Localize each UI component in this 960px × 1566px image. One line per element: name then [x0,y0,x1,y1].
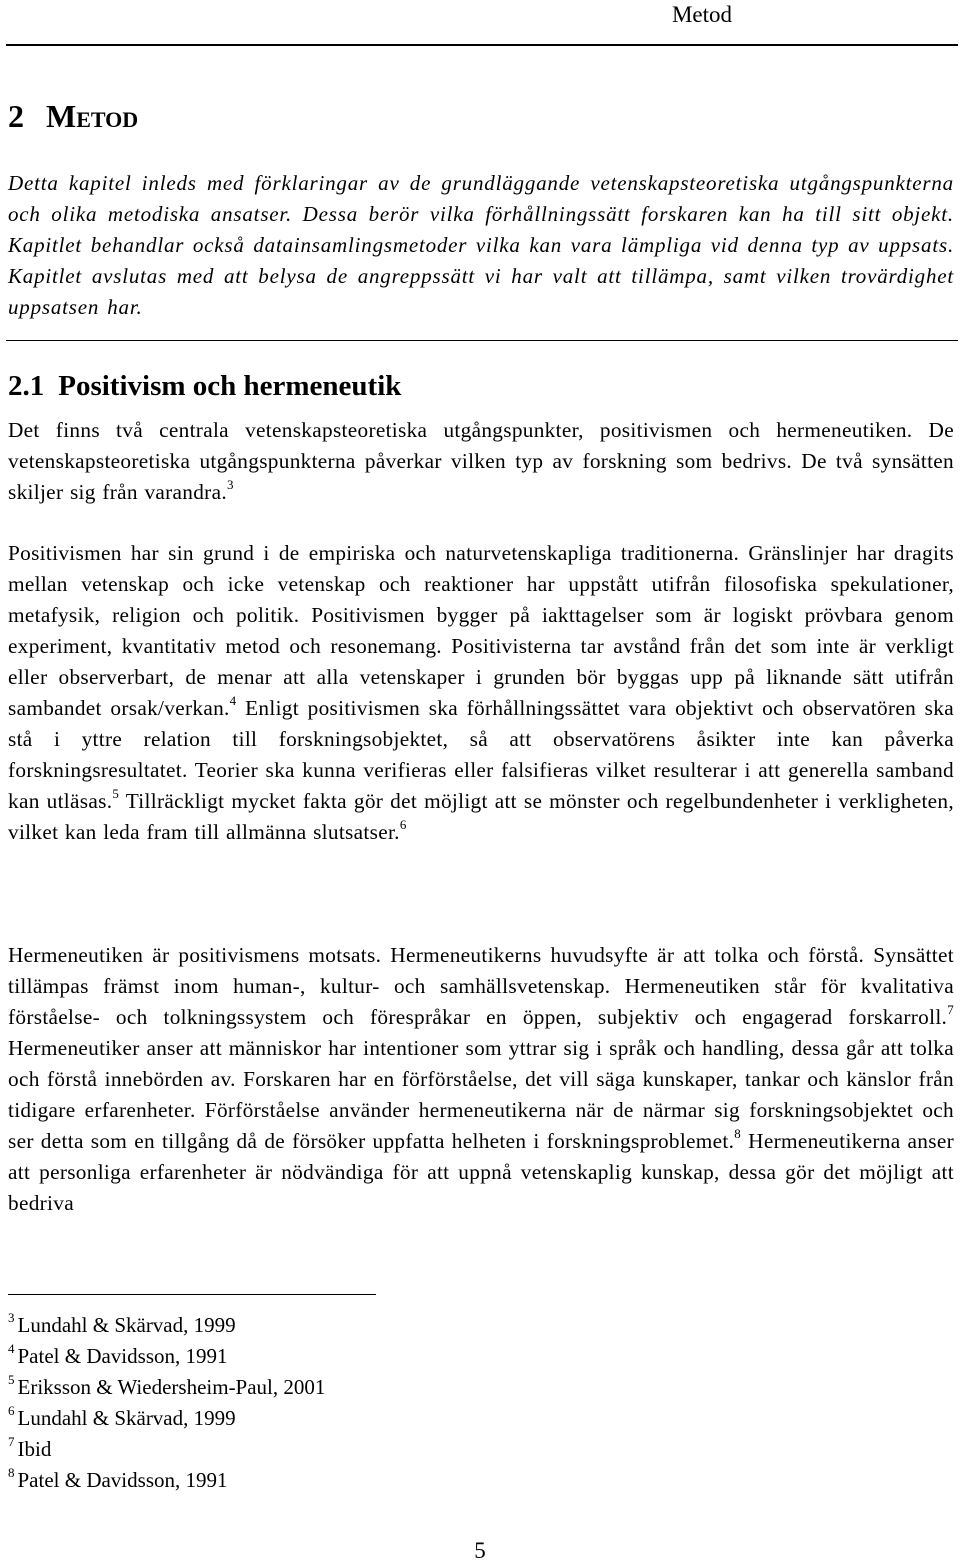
paragraph-1 [8,415,954,508]
section-title-text: Positivism och hermeneutik [58,370,402,402]
header-divider [6,44,958,46]
footnote-number: 3 [8,1310,15,1325]
footnote-item [8,1341,325,1372]
chapter-number: 2 [8,98,24,134]
footnote-text: Eriksson & Wiedersheim-Paul, 2001 [17,1375,326,1399]
paragraph-text: Tillräckligt mycket fakta gör det möjligt att se mönster och regelbundenheter i verkligheten, vilket kan leda fram till allmänna slutsatser. [8,789,954,844]
footnote-item [8,1403,325,1434]
footnote-item [8,1434,325,1465]
paragraph-2 [8,538,954,848]
footnote-ref: 3 [226,476,234,492]
paragraph-text: Det finns två centrala vetenskapsteoretiska utgångspunkter, positivismen och hermeneutiken. De vetenskapsteoretiska utgångspunkterna påverkar vilken typ av forskning som bedrivs. De två synsätten skiljer sig från varandra. [8,418,954,504]
footnote-ref: 5 [112,785,120,801]
footnote-divider [8,1294,376,1295]
footnote-list [8,1310,325,1496]
footnote-ref: 6 [399,816,407,832]
footnote-text: Ibid [17,1437,52,1461]
footnote-ref: 8 [734,1125,742,1141]
page-number: 5 [474,1538,486,1563]
chapter-title-text: Metod [46,98,139,134]
abstract-divider [6,340,958,341]
paragraph-text: Hermeneutiken är positivismens motsats. Hermeneutikerns huvudsyfte är att tolka och förstå. Synsättet tillämpas främst inom human-, kultur- och samhällsvetenskap. Hermeneutiken står för kvalitativa förståelse- och tolkningssystem och förespråkar en öppen, subjektiv och engagerad forskarroll. [8,943,954,1029]
section-title [8,366,401,406]
footnote-ref: 7 [947,1001,954,1017]
paragraph-text: Hermeneutikerna anser att personliga erfarenheter är nödvändiga för att uppnå vetenskaplig kunskap, dessa gör det möjligt att bedriva [8,1129,954,1215]
chapter-abstract: Detta kapitel inleds med förklaringar av de grundläggande vetenskapsteoretiska utgångspunkterna och olika metodiska ansatser. Dessa berör vilka förhållningssätt forskaren kan ha till sitt objekt. Kapitlet behandlar också datainsamlingsmetoder vilka kan vara lämpliga vid denna typ av uppsats. Kapitlet avslutas med att belysa de angreppssätt vi har valt att tillämpa, samt vilken trovärdighet uppsatsen har. [8,171,954,319]
paragraph-text: Hermeneutiker anser att människor har intentioner som yttrar sig i språk och handling, dessa går att tolka och förstå innebörden av. Forskaren har en förförståelse, det vill säga kunskaper, tankar och känslor från tidigare erfarenheter. Förförståelse använder hermeneutikerna när de närmar sig forskningsobjektet och ser detta som en tillgång då de försöker uppfatta helheten i forskningsproblemet. [8,1036,954,1153]
footnote-number: 8 [8,1465,15,1480]
footnote-item [8,1372,325,1403]
footnote-text: Lundahl & Skärvad, 1999 [17,1406,236,1430]
paragraph-text: Positivismen har sin grund i de empiriska och naturvetenskapliga traditionerna. Gränslinjer har dragits mellan vetenskap och icke vetenskap och reaktioner har uppstått utifrån filosofiska spekulationer, metafysik, religion och politik. Positivismen bygger på iakttagelser som är logiskt prövbara genom experiment, kvantitativ metod och resonemang. Positivisterna tar avstånd från det som inte är verkligt eller observerbart, de menar att alla vetenskaper i grunden bör byggas upp på liknande sätt utifrån sambandet orsak/verkan. [8,541,954,720]
footnote-item [8,1465,325,1496]
chapter-title [8,94,138,138]
footnote-number: 4 [8,1341,15,1356]
footnote-ref: 4 [229,692,237,708]
footnote-number: 7 [8,1434,15,1449]
footnote-text: Patel & Davidsson, 1991 [17,1344,228,1368]
section-number: 2.1 [8,370,45,402]
footnote-text: Lundahl & Skärvad, 1999 [17,1313,236,1337]
running-header: Metod [671,2,733,27]
footnote-number: 6 [8,1403,15,1418]
paragraph-text: Enligt positivismen ska förhållningssättet vara objektivt och observatören ska stå i yttre relation till forskningsobjektet, så att observatörens åsikter inte kan påverka forskningsresultatet. Teorier ska kunna verifieras eller falsifieras vilket resulterar i att generella samband kan utläsas. [8,696,954,813]
paragraph-3 [8,940,954,1219]
footnote-item [8,1310,325,1341]
footnote-text: Patel & Davidsson, 1991 [17,1468,228,1492]
footnote-number: 5 [8,1372,15,1387]
